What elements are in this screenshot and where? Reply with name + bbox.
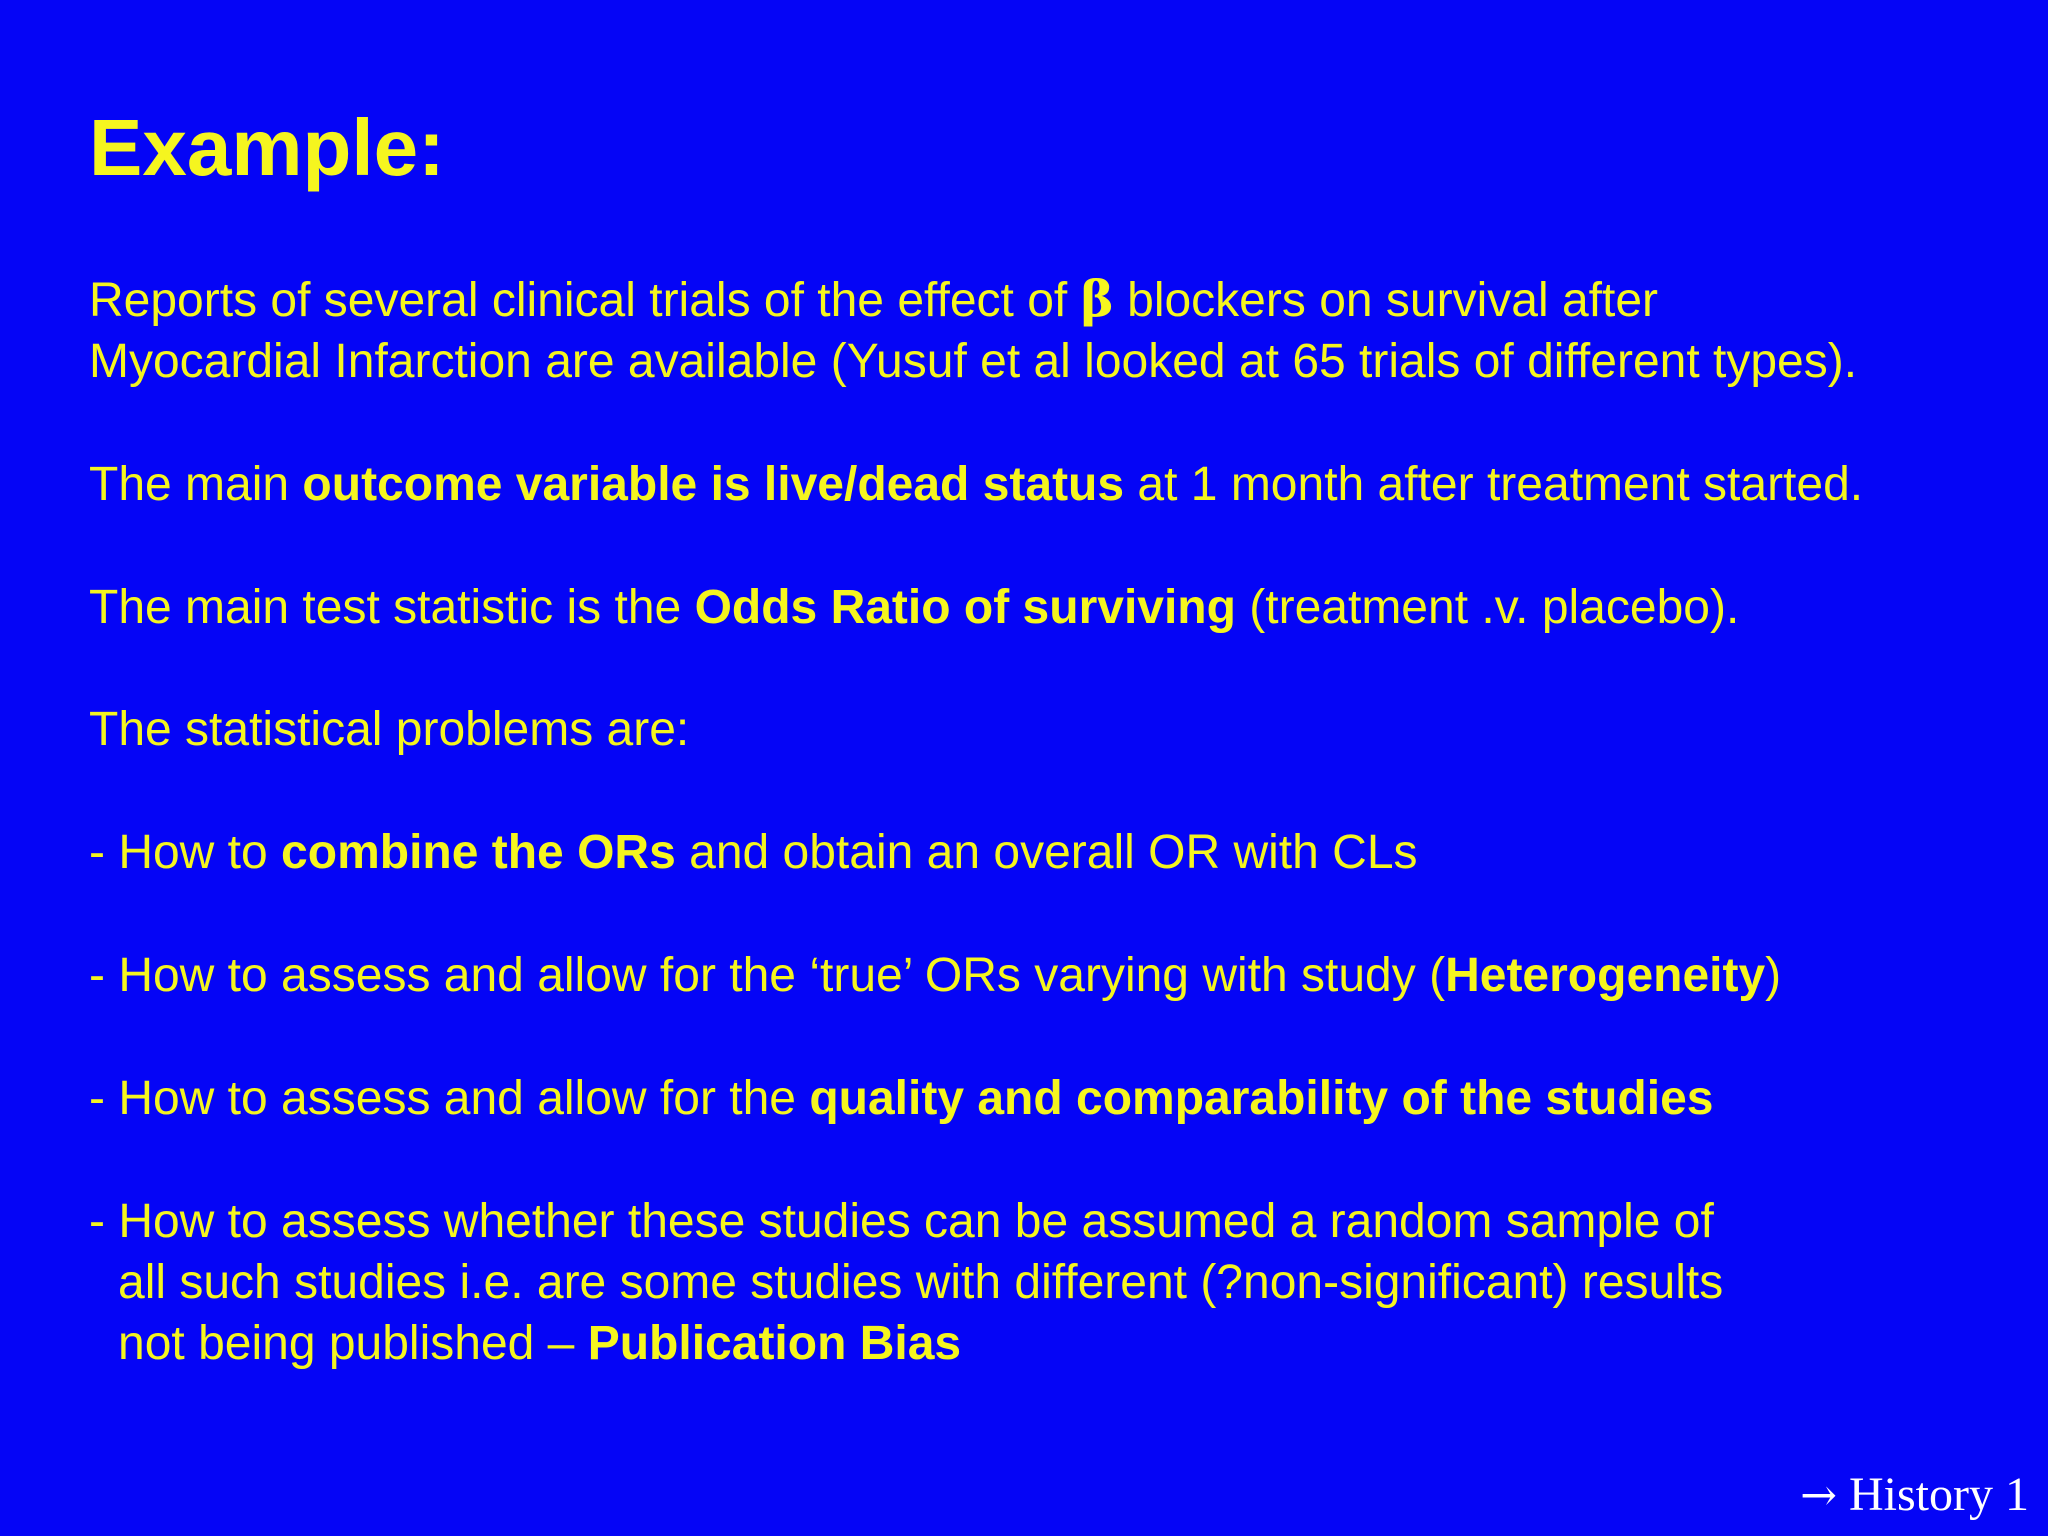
problem-4-line-1: - How to assess whether these studies can be assumed a random sample of bbox=[89, 1195, 1714, 1248]
problem-2-start: - How to assess and allow for the ‘true’ ORs varying with study ( bbox=[89, 949, 1446, 1002]
history-nav-link[interactable] bbox=[1800, 1467, 2029, 1522]
problem-item-quality bbox=[89, 1068, 1713, 1129]
problem-1-end: and obtain an overall OR with CLs bbox=[675, 826, 1418, 879]
problem-2-emphasis: Heterogeneity bbox=[1445, 949, 1766, 1002]
problem-3-emphasis: quality and comparability of the studies bbox=[809, 1072, 1714, 1125]
statistic-paragraph bbox=[89, 577, 1739, 638]
history-nav-label: History 1 bbox=[1837, 1468, 2029, 1521]
problem-item-publication-bias bbox=[89, 1191, 1723, 1374]
right-arrow-icon: → bbox=[1800, 1470, 1837, 1521]
statistic-text-start: The main test statistic is the bbox=[89, 581, 695, 634]
problem-4-emphasis: Publication Bias bbox=[587, 1317, 962, 1370]
problems-heading: The statistical problems are: bbox=[89, 703, 690, 756]
problem-2-end: ) bbox=[1765, 949, 1782, 1002]
problem-3-start: - How to assess and allow for the bbox=[89, 1072, 810, 1125]
outcome-paragraph bbox=[89, 454, 1863, 515]
intro-line-2: Myocardial Infarction are available (Yusuf et al looked at 65 trials of different types). bbox=[89, 335, 1858, 388]
statistic-emphasis: Odds Ratio of surviving bbox=[694, 581, 1236, 634]
statistic-text-end: (treatment .v. placebo). bbox=[1235, 581, 1740, 634]
outcome-text-start: The main bbox=[89, 458, 303, 511]
problem-1-start: - How to bbox=[89, 826, 282, 879]
intro-line-1-start: Reports of several clinical trials of the effect of bbox=[89, 274, 1081, 327]
problem-4-line-2: all such studies i.e. are some studies with different (?non-significant) results bbox=[118, 1256, 1724, 1309]
outcome-text-end: at 1 month after treatment started. bbox=[1124, 458, 1864, 511]
problem-item-heterogeneity bbox=[89, 945, 1781, 1006]
slide-title: Example: bbox=[89, 103, 445, 192]
problem-4-line-3-start: not being published – bbox=[118, 1317, 588, 1370]
outcome-emphasis: outcome variable is live/dead status bbox=[302, 458, 1125, 511]
problem-item-combine bbox=[89, 822, 1418, 883]
problem-1-emphasis: combine the ORs bbox=[281, 826, 676, 879]
intro-paragraph bbox=[89, 268, 1857, 392]
intro-line-1-end: blockers on survival after bbox=[1113, 274, 1658, 327]
beta-symbol: β bbox=[1080, 269, 1114, 328]
